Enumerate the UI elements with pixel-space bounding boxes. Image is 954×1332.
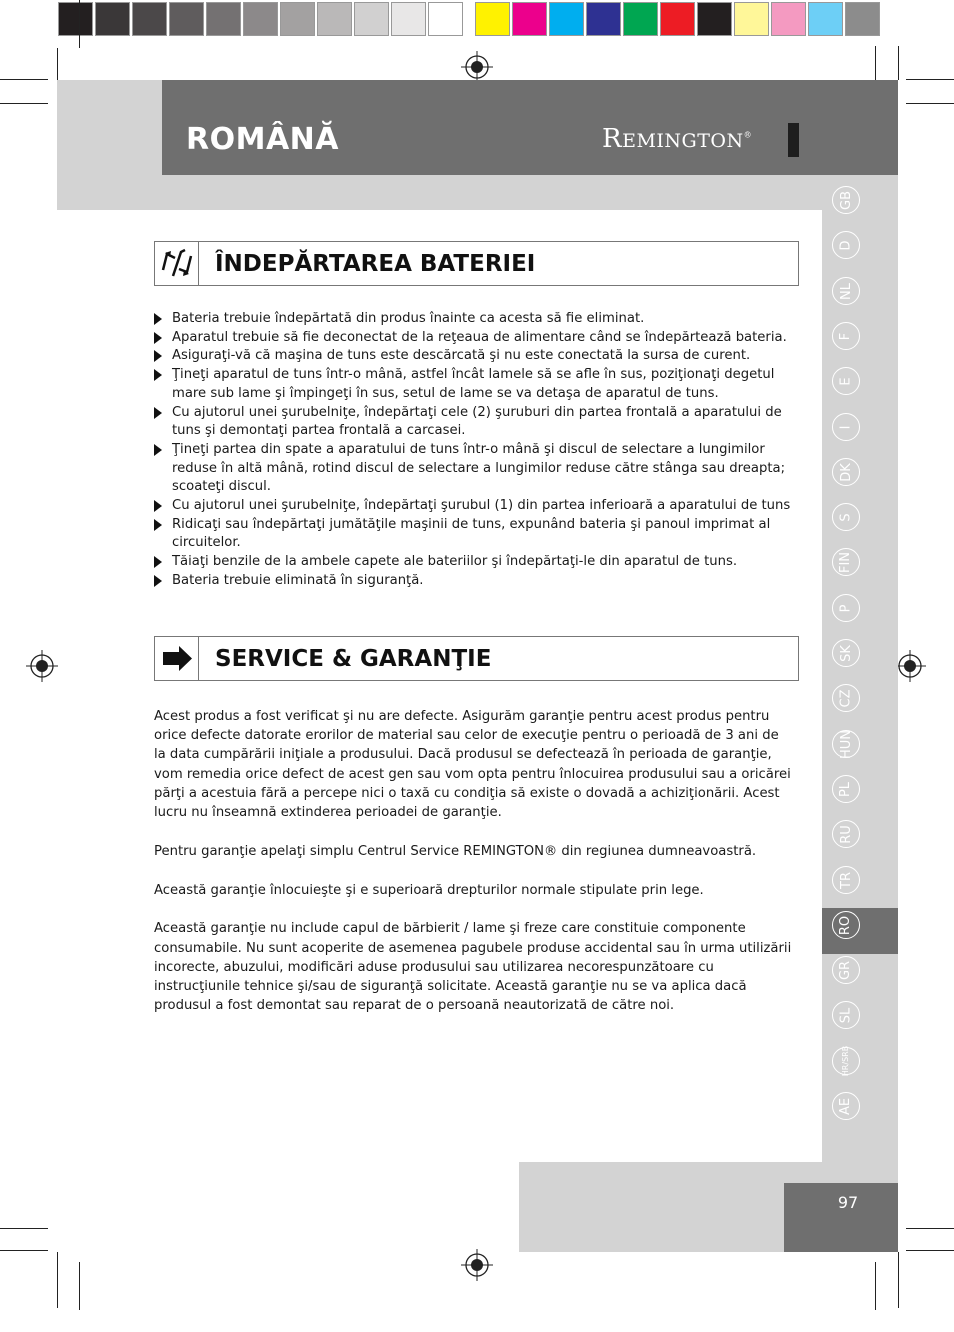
- color-swatch: [697, 2, 732, 36]
- list-item-text: Aparatul trebuie să fie deconectat de la reţeaua de alimentare când se îndepărtează bateria.: [172, 329, 787, 345]
- color-swatch: [354, 2, 389, 36]
- brand-logo: [602, 124, 752, 154]
- warranty-text: [154, 707, 794, 1035]
- color-swatch: [660, 2, 695, 36]
- registration-mark-icon: [26, 650, 58, 682]
- list-item-text: Bateria trebuie eliminată în siguranţă.: [172, 572, 424, 588]
- brand-name: EMINGTON: [622, 130, 744, 152]
- language-tab-tr[interactable]: [832, 866, 860, 894]
- paragraph: Pentru garanţie apelaţi simplu Centrul Service REMINGTON® din regiunea dumneavoastră.: [154, 843, 757, 859]
- paragraph: Această garanţie înlocuieşte şi e superioară drepturilor normale stipulate prin lege.: [154, 882, 704, 898]
- language-tab-label: CZ: [838, 689, 854, 707]
- color-swatch: [771, 2, 806, 36]
- crop-mark: [57, 1252, 58, 1308]
- registration-mark-icon: [461, 1249, 493, 1281]
- color-swatch: [280, 2, 315, 36]
- crop-mark: [906, 1250, 954, 1251]
- crop-mark: [875, 1262, 876, 1310]
- crop-mark: [57, 48, 58, 80]
- crop-mark: [0, 1250, 48, 1251]
- language-tab-label: NL: [838, 282, 854, 300]
- bullet-arrow-icon: [154, 519, 162, 531]
- bullet-arrow-icon: [154, 407, 162, 419]
- section-header-battery: [154, 241, 799, 286]
- language-tab-gr[interactable]: [832, 956, 860, 984]
- section-title: SERVICE & GARANŢIE: [215, 646, 492, 672]
- language-tab-dk[interactable]: [832, 458, 860, 486]
- crop-mark: [0, 1228, 48, 1229]
- bullet-arrow-icon: [154, 313, 162, 325]
- language-tab-label: HUN: [838, 729, 854, 759]
- language-tab-label: TR: [838, 871, 854, 889]
- color-swatch: [808, 2, 843, 36]
- language-tab-nl[interactable]: [832, 277, 860, 305]
- language-tab-label: I: [838, 425, 854, 429]
- color-swatch: [623, 2, 658, 36]
- list-item-text: Bateria trebuie îndepărtată din produs înainte ca acesta să fie eliminat.: [172, 311, 645, 326]
- bullet-arrow-icon: [154, 575, 162, 587]
- list-item-text: Ţineţi partea din spate a aparatului de tuns într-o mână şi discul de selectare a lungimilor reduse în altă mână, rotind discul de selectare a lungimilor reduse către stânga sau dreapta; scoateţi discul.: [172, 441, 786, 495]
- color-swatch: [169, 2, 204, 36]
- bullet-arrow-icon: [154, 556, 162, 568]
- language-tab-label: GR: [838, 960, 854, 980]
- language-tab-label: PL: [838, 781, 854, 797]
- language-tab-sk[interactable]: [832, 639, 860, 667]
- crop-mark: [0, 103, 48, 104]
- language-tab-ro[interactable]: [832, 911, 860, 939]
- list-item-text: Cu ajutorul unei şurubelniţe, îndepărtaţi cele (2) şuruburi din partea frontală a aparatului de tuns şi demontaţi partea frontală a carcasei.: [172, 404, 782, 439]
- color-swatch: [58, 2, 93, 36]
- language-tab-f[interactable]: [832, 322, 860, 350]
- language-tab-label: SK: [838, 644, 854, 662]
- crop-mark: [0, 79, 48, 80]
- language-tab-label: RO: [838, 915, 854, 935]
- color-swatch: [428, 2, 463, 36]
- list-item: [154, 516, 804, 553]
- language-tab-label: GB: [838, 190, 854, 210]
- color-swatch: [132, 2, 167, 36]
- language-tab-d[interactable]: [832, 231, 860, 259]
- language-tab-ae[interactable]: [832, 1092, 860, 1120]
- list-item-text: Ţineţi aparatul de tuns într-o mână, astfel încât lamele să se afle în sus, poziţionaţi degetul mare sub lame şi împingeţi în sus, setul de lame se va detaşa de aparatul de tuns.: [172, 367, 775, 401]
- section-header-service: [154, 636, 799, 681]
- crop-mark: [79, 1262, 80, 1310]
- language-tab-label: D: [838, 239, 854, 251]
- language-tab-i[interactable]: [832, 413, 860, 441]
- bullet-arrow-icon: [154, 369, 162, 381]
- registration-mark-icon: [461, 51, 493, 83]
- language-tab-label: DK: [838, 462, 854, 482]
- language-tab-hr-srb[interactable]: [832, 1047, 860, 1075]
- page-title: ROMÂNĂ: [186, 122, 339, 157]
- color-swatch: [845, 2, 880, 36]
- color-calibration-bar: [58, 2, 882, 38]
- list-item-text: Tăiaţi benzile de la ambele capete ale bateriilor şi îndepărtaţi-le din aparatul de tuns.: [172, 554, 738, 570]
- list-item-text: Ridicaţi sau îndepărtaţi jumătăţile maşinii de tuns, expunând bateria şi panoul imprimat al circuitelor.: [172, 516, 771, 551]
- crop-mark: [898, 1252, 899, 1308]
- color-swatch: [512, 2, 547, 36]
- list-item: [154, 553, 804, 572]
- language-tab-label: AE: [838, 1097, 854, 1115]
- list-item: [154, 441, 804, 497]
- language-tab-fin[interactable]: [832, 548, 860, 576]
- language-tab-label: E: [838, 376, 854, 386]
- paragraph: Această garanţie nu include capul de bărbierit / lame şi freze care constituie componente consumabile. Nu sunt acoperite de asemenea pagubele produse accidental sau în urma utilizării incorecte, abuzului, modificări aduse produsului sau utilizarea necorespunzătoare cu instrucţiunile tehnice şi/sau de siguranţă solicitate. Această garanţie nu se va aplica dacă produsul a fost demontat sau reparat de o persoană neautorizată de către noi.: [154, 921, 792, 1014]
- language-tab-p[interactable]: [832, 594, 860, 622]
- recycle-icon: [155, 242, 199, 285]
- section-title: ÎNDEPĂRTAREA BATERIEI: [215, 251, 536, 277]
- language-tab-sl[interactable]: [832, 1001, 860, 1029]
- bullet-arrow-icon: [154, 350, 162, 362]
- language-tab-label: HR/SRB: [841, 1045, 850, 1077]
- registration-mark-icon: [894, 650, 926, 682]
- crop-mark: [79, 0, 80, 48]
- list-item: [154, 310, 804, 329]
- language-tab-cz[interactable]: [832, 684, 860, 712]
- crop-mark: [906, 79, 954, 80]
- list-item: [154, 497, 804, 516]
- crop-mark: [898, 46, 899, 80]
- battery-removal-list: [154, 310, 804, 591]
- list-item-text: Cu ajutorul unei şurubelniţe, îndepărtaţi şurubul (1) din partea inferioară a aparatului de tuns: [172, 498, 791, 514]
- color-swatch: [317, 2, 352, 36]
- language-tab-pl[interactable]: [832, 775, 860, 803]
- brand-bar: [788, 123, 799, 157]
- list-item: [154, 329, 804, 348]
- bullet-arrow-icon: [154, 500, 162, 512]
- language-tab-ru[interactable]: [832, 820, 860, 848]
- color-swatch: [206, 2, 241, 36]
- crop-mark: [906, 1228, 954, 1229]
- list-item: [154, 366, 804, 403]
- language-tab-gb[interactable]: [832, 186, 860, 214]
- list-item-text: Asiguraţi-vă că maşina de tuns este descărcată şi nu este conectată la sursa de curent.: [172, 348, 751, 364]
- language-tab-label: RU: [838, 824, 854, 844]
- language-tab-label: FIN: [838, 551, 854, 573]
- crop-mark: [906, 103, 954, 104]
- section-icon-cell: [155, 242, 199, 285]
- color-swatch: [586, 2, 621, 36]
- color-swatch: [734, 2, 769, 36]
- color-swatch: [391, 2, 426, 36]
- paragraph: Acest produs a fost verificat şi nu are defecte. Asigurăm garanţie pentru acest produs pentru orice defecte datorate erorilor de material sau celor de execuţie pentru o perioadă de 3 ani de la data cumpărării iniţiale a produsului. Dacă produsul se defectează în perioada de garanţie, vom remedia orice defect de acest gen sau vom opta pentru înlocuirea produsului sau a oricărei părţi a acestuia fără a percepe nici o taxă cu condiţia să existe o dovadă a achiziţionării. Acest lucru nu înseamnă extinderea perioadei de garanţie.: [154, 709, 791, 821]
- color-swatch: [549, 2, 584, 36]
- color-swatch: [243, 2, 278, 36]
- list-item: [154, 572, 804, 591]
- list-item: [154, 404, 804, 441]
- brand-initial: R: [602, 124, 623, 154]
- language-tab-label: P: [838, 604, 854, 612]
- arrow-right-icon: [155, 637, 199, 680]
- language-tab-hun[interactable]: [832, 730, 860, 758]
- swatch-gap: [465, 2, 475, 38]
- list-item: [154, 347, 804, 366]
- language-tab-s[interactable]: [832, 503, 860, 531]
- bullet-arrow-icon: [154, 444, 162, 456]
- color-swatch: [475, 2, 510, 36]
- color-swatch: [95, 2, 130, 36]
- bullet-arrow-icon: [154, 332, 162, 344]
- language-tab-label: SL: [838, 1007, 854, 1023]
- language-tab-label: S: [838, 512, 854, 522]
- language-tab-e[interactable]: [832, 367, 860, 395]
- language-tab-label: F: [838, 332, 854, 340]
- section-icon-cell: [155, 637, 199, 680]
- page-number: 97: [837, 1193, 859, 1212]
- brand-mark: ®: [743, 130, 753, 140]
